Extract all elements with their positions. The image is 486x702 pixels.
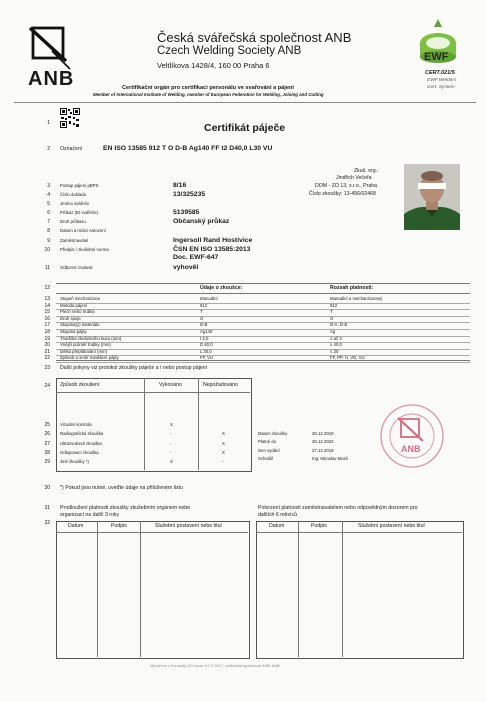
param-label: Plech nebo trubka (60, 309, 95, 315)
footer-text: Vytvořeno v Evropský ZO verze 4.0 © 2017, svářečská společnost ANB, ANB (150, 664, 280, 668)
date-label: Schválil (258, 456, 273, 462)
divider (56, 392, 250, 393)
exam-label: Vizuální kontrola (60, 422, 92, 427)
anb-logo-text: ANB (28, 68, 75, 90)
ewf-logo-text: EWF (424, 51, 449, 63)
field-value: 13/325235 (173, 191, 206, 198)
row-number: 24 (44, 383, 50, 389)
row-line (56, 342, 470, 343)
field-value: Občanský průkaz (173, 218, 230, 225)
row-number: 14 (44, 302, 50, 309)
row-number: 8 (47, 228, 50, 234)
date-value: 27.12.2019 (312, 447, 334, 453)
row-number: 1 (47, 120, 50, 126)
cert-code: CERT.021/5 (425, 70, 455, 76)
row-line (56, 329, 470, 330)
param-label: Tloušťka zkušebního kusu (mm) (60, 335, 122, 341)
param-range-value: O (330, 315, 334, 321)
row-number: 32 (44, 520, 50, 526)
param-range-value: Manuální a mechanizovaný (330, 296, 383, 301)
field-label: Číslo dokladu (60, 192, 87, 197)
subtitle-cz: Certifikační orgán pro certifikaci personálu ve svařování a pájení (122, 85, 294, 91)
exam-done-header: Vykonáno (159, 382, 182, 388)
test-data-header: Údaje o zkoušce: (200, 285, 243, 291)
row-line (56, 349, 470, 350)
row-number: 26 (44, 431, 50, 438)
divider (256, 532, 462, 533)
field-label: Zaměstnavatel (60, 238, 89, 243)
field-label: Odborné znalosti (60, 265, 93, 270)
row-line (56, 322, 470, 323)
param-range-value: ≥ 40,0 (330, 342, 342, 348)
ext-position-header: Služební postavení nebo titul (155, 523, 222, 529)
row-number: 4 (47, 192, 50, 198)
row-number: 13 (44, 296, 50, 302)
divider (298, 521, 299, 657)
row-number: 28 (44, 449, 50, 456)
designation-value: EN ISO 13585 912 T O D-B Ag140 FF t2 D40,0 L30 VU (103, 145, 273, 152)
field-label: Předpis / zkušební norma (60, 247, 109, 252)
exam-done: - (170, 431, 172, 437)
confirmation-text-1: Potvrzení platnosti zaměstnavatelem nebo odpovědným dozorem pro (258, 505, 418, 511)
divider (97, 521, 98, 657)
examiner-line4: Číslo zkoušky: 13-456/02468 (309, 191, 376, 197)
divider (56, 532, 248, 533)
ext-signature-header: Podpis (111, 523, 127, 529)
exam-done: X (170, 459, 173, 465)
row-number: 22 (44, 355, 50, 362)
anb-logo (26, 25, 74, 93)
row-number: 30 (44, 485, 50, 491)
row-number: 2 (47, 146, 50, 152)
ewf-line2: Cert. System (427, 85, 455, 90)
row-line (56, 309, 470, 310)
param-range-value: ≤ 30 (330, 348, 339, 354)
row-number: 9 (47, 238, 50, 244)
date-value: 20.12.2019 (312, 431, 334, 436)
row-line (56, 316, 470, 317)
param-test-value: 912 (200, 302, 208, 308)
param-test-value: Ag140 (200, 329, 213, 334)
param-range-value: 912 (330, 302, 338, 308)
conf-signature-header: Podpis (311, 523, 327, 529)
row-number: 7 (47, 219, 50, 225)
param-test-value: L 30,0 (200, 348, 212, 354)
examiner-line1: Zkuš. org.: (354, 168, 379, 174)
exam-not-required: X (222, 449, 225, 455)
extension-text-2: organizací na další 3 roky (60, 512, 120, 518)
row-number: 21 (44, 348, 50, 355)
header-divider (14, 102, 476, 103)
param-label: Skupina pájky (60, 329, 87, 334)
org-name-cz: Česká svářečská společnost ANB (157, 30, 352, 45)
param-label: Metoda pájení (60, 302, 88, 308)
row-number: 16 (44, 315, 50, 322)
exam-label: Odlupovací zkouška (60, 449, 99, 455)
designation-label: Označení (60, 146, 83, 152)
param-test-value: D-B (200, 322, 208, 328)
conf-position-header: Služební postavení nebo titul (358, 523, 425, 529)
org-address: Veltlíkova 1428/4, 160 00 Praha 6 (157, 61, 270, 70)
param-label: Druh spoje (60, 315, 81, 321)
field-label: Průkaz (ID svářeče) (60, 210, 98, 215)
date-label: Platné do (258, 439, 277, 445)
row-number: 23 (44, 365, 50, 371)
row-number: 31 (44, 505, 50, 511)
exam-not-required: X (222, 440, 225, 446)
param-label: Skupina(y) materiálu (60, 322, 100, 328)
exam-notrequired-header: Nepožadováno (203, 382, 238, 388)
divider (56, 293, 470, 294)
welder-photo (404, 164, 460, 230)
param-label: Stupeň mechanizace (60, 296, 101, 301)
row-number: 20 (44, 342, 50, 349)
row-number: 29 (44, 459, 50, 466)
stamp-text: ANB (401, 444, 421, 454)
field-value: Doc. EWF-647 (173, 254, 219, 261)
row-number: 5 (47, 201, 50, 207)
confirmation-text-2: dalších 6 měsíců (258, 512, 297, 518)
subtitle-en: Member of International Institute of Welding, member of European Federation for Welding, Joining and Cutting (93, 92, 324, 97)
param-test-value: T (200, 309, 203, 315)
exam-done: - (170, 449, 172, 455)
field-label: Druh průkazu (60, 219, 86, 224)
conf-date-header: Datum (269, 523, 285, 529)
footnote: *) Pokud jsou nutné, uveďte údaje na přiloženém listu (60, 485, 183, 491)
param-label: Vnější průměr trubky (mm) (60, 342, 111, 348)
field-value: ČSN EN ISO 13585:2013 (173, 246, 251, 253)
divider (342, 521, 343, 657)
param-test-value: Manuální (200, 296, 218, 301)
row-number: 12 (44, 285, 50, 291)
row-number: 18 (44, 329, 50, 335)
param-range-value: D-A, D-B (330, 322, 348, 328)
date-label: Den vydání (258, 447, 280, 453)
exam-label: Radiografická zkouška (60, 431, 104, 437)
row-line (56, 362, 470, 363)
param-test-value: t 2,0 (200, 335, 209, 341)
row-number: 3 (47, 183, 50, 189)
date-label: Datum zkoušky (258, 431, 288, 436)
row-line (56, 303, 470, 304)
extension-text-1: Prodloužení platnosti zkoušky zkušebním orgánem nebo (60, 505, 191, 511)
date-value: 20.12.2022 (312, 439, 334, 445)
exam-label: Ultrazvuková zkouška (60, 440, 102, 446)
field-label: Postup pájení pBPS (60, 183, 99, 188)
row-number: 10 (44, 247, 50, 253)
confirmation-table (256, 521, 464, 659)
param-test-value: O (200, 315, 204, 321)
row-number: 25 (44, 422, 50, 428)
field-label: Jméno svářeče (60, 201, 90, 206)
param-range-value: FF, PP, H, VD, VU (330, 355, 365, 361)
param-label: Způsob a směr nanášení pájky (60, 355, 119, 361)
row-number: 19 (44, 335, 50, 342)
row-number: 15 (44, 309, 50, 316)
field-label: Datum a místo narození (60, 228, 106, 233)
exam-method-header: Způsob zkoušení (60, 382, 100, 388)
exam-not-required: - (222, 459, 224, 465)
field-value: 5139585 (173, 209, 200, 216)
row-number: 17 (44, 322, 50, 329)
ext-date-header: Datum (68, 523, 84, 529)
date-value: Ing. Miroslav Musil (312, 456, 348, 462)
anb-stamp (379, 403, 445, 469)
param-test-value: D 40,0 (200, 342, 213, 348)
field-value: 8/16 (173, 182, 187, 189)
divider (56, 283, 470, 284)
divider (56, 360, 470, 361)
param-range-value: Ag (330, 329, 336, 334)
field-value: vyhověl (173, 264, 199, 271)
exam-not-required: X (222, 431, 225, 437)
field-value: Ingersoll Rand Hostivice (173, 237, 253, 244)
validity-range-header: Rozsah platnosti: (330, 285, 374, 291)
row-number: 6 (47, 210, 50, 216)
org-name-en: Czech Welding Society ANB (157, 45, 302, 57)
param-label: Délka přeplátování (mm) (60, 348, 108, 354)
param-test-value: FF, VU (200, 355, 214, 361)
additional-notes: Další pokyny viz protokol zkoušky páječe a / nebo postup pájení (60, 365, 208, 371)
qr-code (60, 108, 80, 128)
param-range-value: 1 až 4 (330, 335, 342, 341)
param-range-value: T (330, 309, 333, 315)
row-number: 11 (44, 265, 50, 271)
ewf-line1: EWF Welders (427, 78, 457, 83)
examiner-line3: DOM - ZO 13, s.r.o., Praha (315, 183, 377, 189)
divider (140, 521, 141, 657)
extension-table (56, 521, 250, 659)
examiner-line2: Jindřich Večeřa (336, 175, 372, 181)
certificate-title: Certifikát páječe (204, 122, 286, 134)
exam-done: - (170, 440, 172, 446)
exam-done: X (170, 422, 173, 427)
row-number: 27 (44, 440, 50, 447)
exam-label: Jiné zkoušky *) (60, 459, 89, 465)
